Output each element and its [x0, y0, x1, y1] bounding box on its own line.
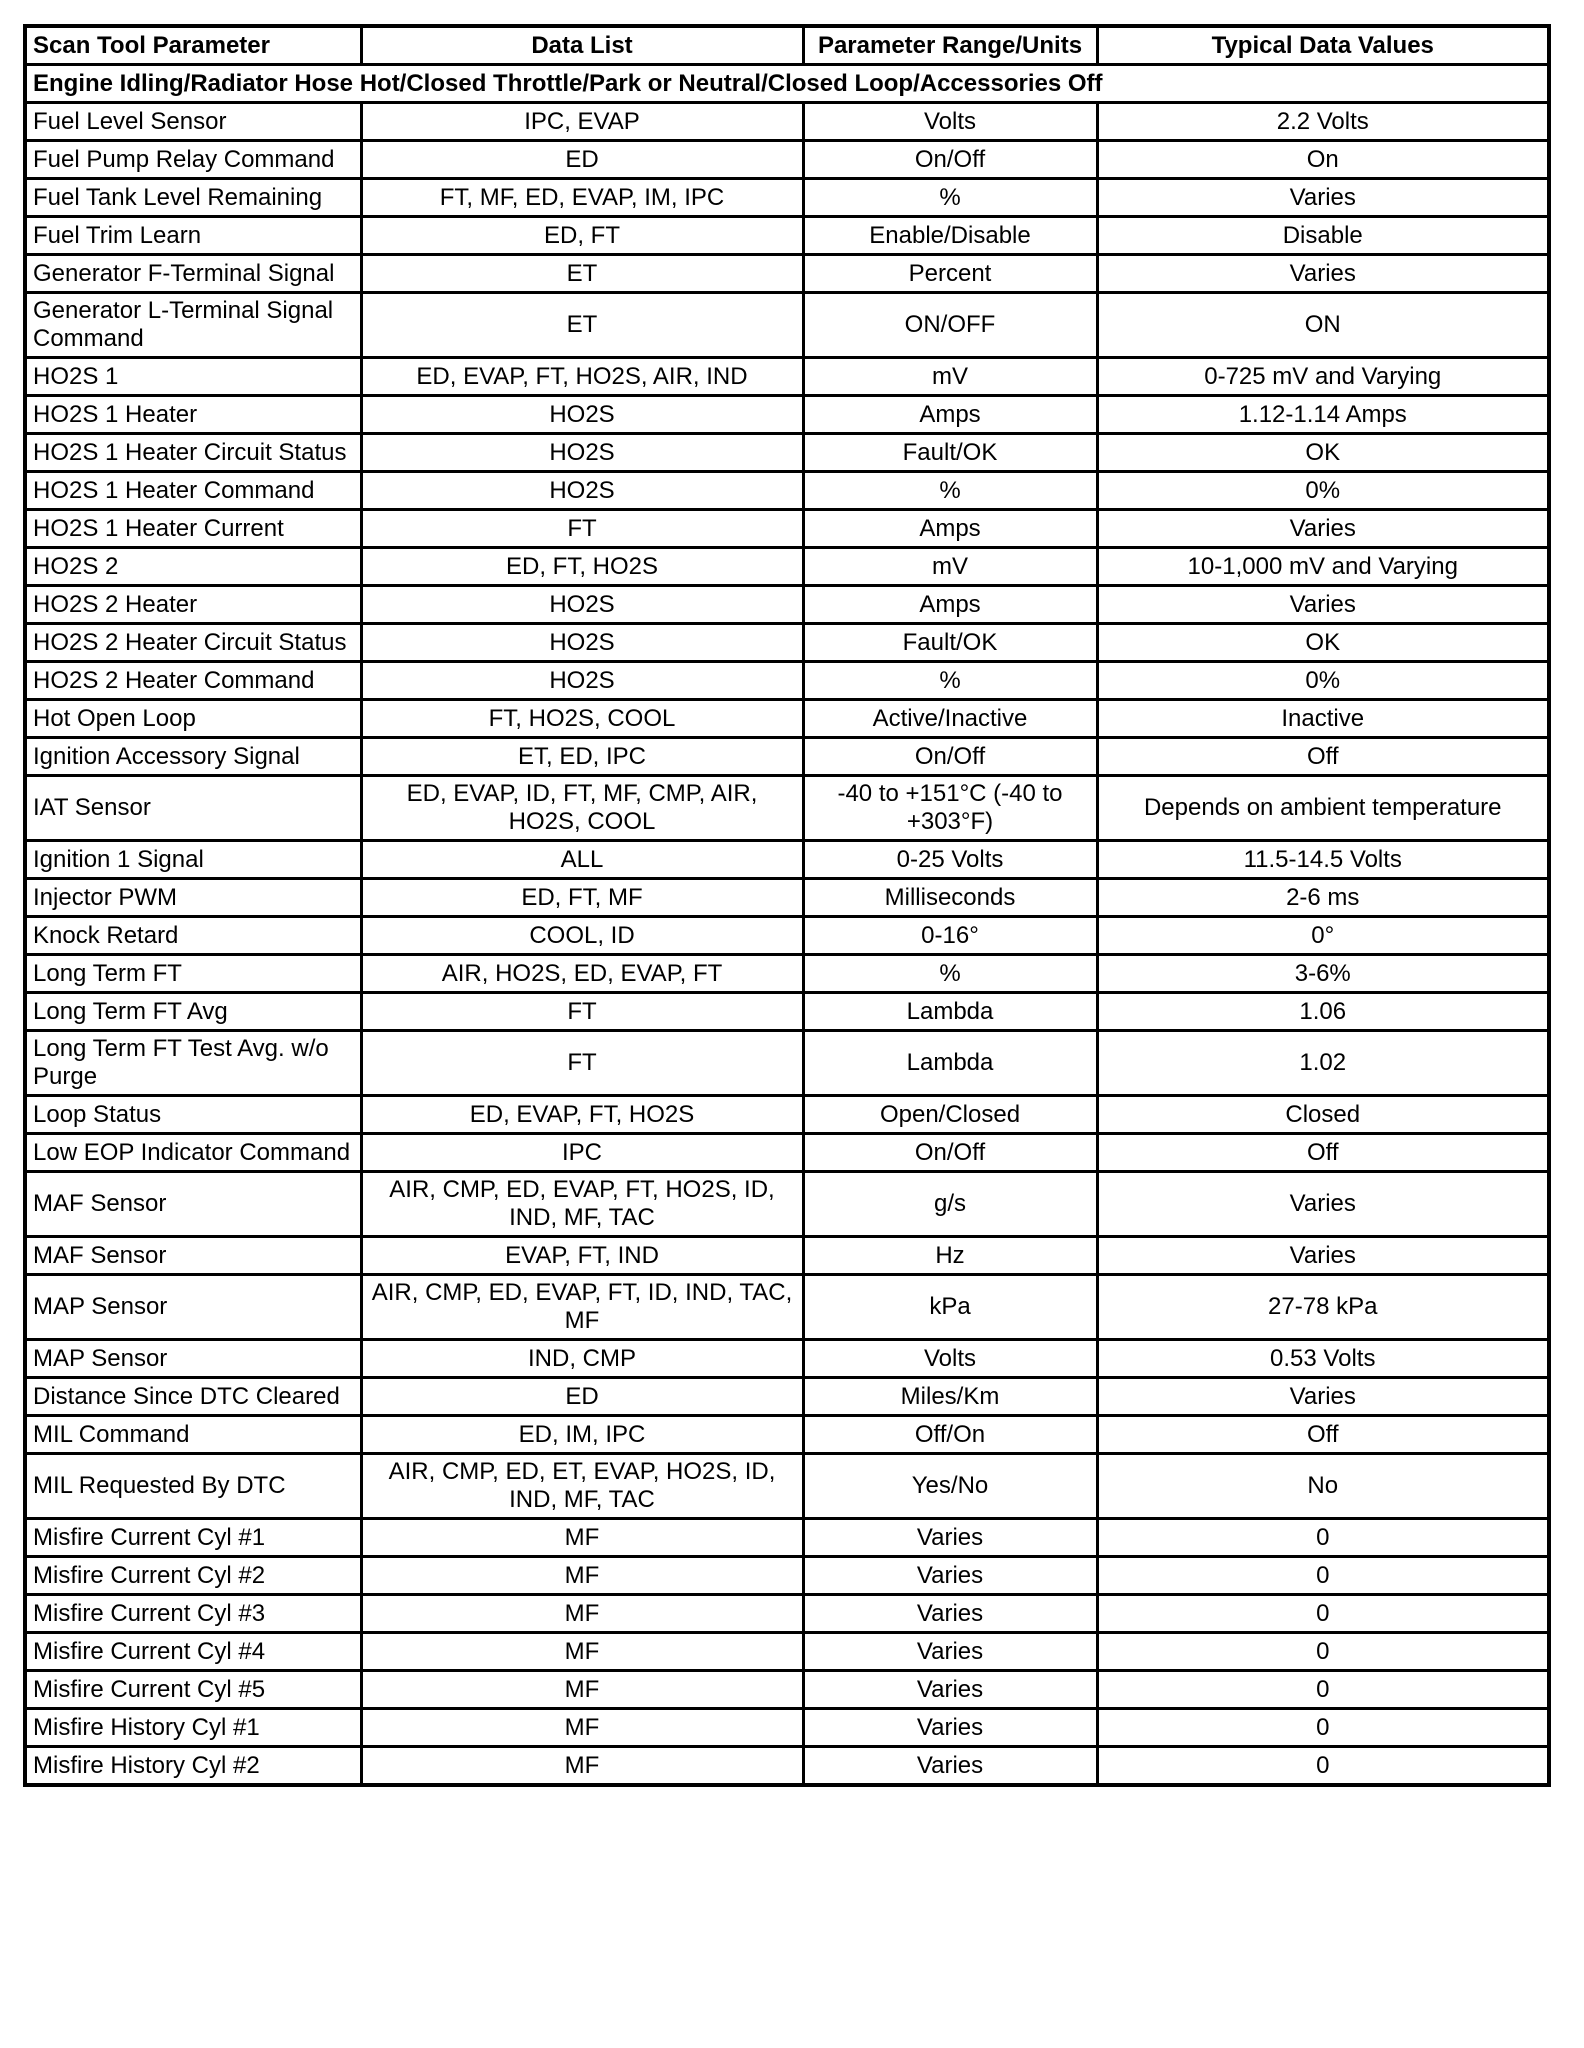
- parameter-cell: HO2S 1: [25, 358, 361, 396]
- typical-value-cell: 0: [1097, 1633, 1549, 1671]
- typical-value-cell: Inactive: [1097, 700, 1549, 738]
- typical-value-cell: Closed: [1097, 1096, 1549, 1134]
- table-row: [25, 841, 1549, 879]
- data-list-cell: HO2S: [361, 586, 803, 624]
- range-units-cell: Varies: [803, 1747, 1097, 1786]
- range-units-cell: Varies: [803, 1519, 1097, 1557]
- data-list-cell: FT: [361, 993, 803, 1031]
- typical-value-cell: 0%: [1097, 472, 1549, 510]
- parameter-cell: Long Term FT Avg: [25, 993, 361, 1031]
- table-row: [25, 293, 1549, 358]
- typical-value-cell: Off: [1097, 1416, 1549, 1454]
- table-row: [25, 1134, 1549, 1172]
- data-list-cell: ED, EVAP, FT, HO2S, AIR, IND: [361, 358, 803, 396]
- typical-value-cell: 0°: [1097, 917, 1549, 955]
- typical-value-cell: ON: [1097, 293, 1549, 358]
- data-list-cell: ALL: [361, 841, 803, 879]
- table-row: [25, 358, 1549, 396]
- range-units-cell: Enable/Disable: [803, 217, 1097, 255]
- table-row: [25, 1519, 1549, 1557]
- table-row: [25, 472, 1549, 510]
- parameter-cell: Ignition Accessory Signal: [25, 738, 361, 776]
- table-row: [25, 1378, 1549, 1416]
- header-typical-data-values: Typical Data Values: [1097, 26, 1549, 65]
- table-row: [25, 1096, 1549, 1134]
- data-list-cell: FT, MF, ED, EVAP, IM, IPC: [361, 179, 803, 217]
- range-units-cell: %: [803, 472, 1097, 510]
- data-list-cell: ED: [361, 141, 803, 179]
- typical-value-cell: Varies: [1097, 179, 1549, 217]
- typical-value-cell: 27-78 kPa: [1097, 1275, 1549, 1340]
- parameter-cell: Low EOP Indicator Command: [25, 1134, 361, 1172]
- table-row: [25, 1709, 1549, 1747]
- range-units-cell: Milliseconds: [803, 879, 1097, 917]
- range-units-cell: Fault/OK: [803, 624, 1097, 662]
- range-units-cell: On/Off: [803, 141, 1097, 179]
- table-row: [25, 624, 1549, 662]
- table-row: [25, 548, 1549, 586]
- parameter-cell: Misfire History Cyl #1: [25, 1709, 361, 1747]
- typical-value-cell: Varies: [1097, 510, 1549, 548]
- data-list-cell: FT, HO2S, COOL: [361, 700, 803, 738]
- parameter-cell: Injector PWM: [25, 879, 361, 917]
- table-row: [25, 217, 1549, 255]
- range-units-cell: Lambda: [803, 993, 1097, 1031]
- header-scan-tool-parameter: Scan Tool Parameter: [25, 26, 361, 65]
- range-units-cell: Volts: [803, 103, 1097, 141]
- range-units-cell: Miles/Km: [803, 1378, 1097, 1416]
- data-list-cell: AIR, CMP, ED, EVAP, FT, HO2S, ID, IND, MF, TAC: [361, 1172, 803, 1237]
- range-units-cell: -40 to +151°C (-40 to +303°F): [803, 776, 1097, 841]
- parameter-cell: Fuel Pump Relay Command: [25, 141, 361, 179]
- header-data-list: Data List: [361, 26, 803, 65]
- parameter-cell: Fuel Tank Level Remaining: [25, 179, 361, 217]
- parameter-cell: MIL Command: [25, 1416, 361, 1454]
- parameter-cell: Loop Status: [25, 1096, 361, 1134]
- range-units-cell: %: [803, 662, 1097, 700]
- data-list-cell: ET, ED, IPC: [361, 738, 803, 776]
- table-row: [25, 179, 1549, 217]
- range-units-cell: Varies: [803, 1557, 1097, 1595]
- range-units-cell: Hz: [803, 1237, 1097, 1275]
- range-units-cell: Percent: [803, 255, 1097, 293]
- table-row: [25, 662, 1549, 700]
- table-row: [25, 434, 1549, 472]
- typical-value-cell: 1.06: [1097, 993, 1549, 1031]
- typical-value-cell: Varies: [1097, 1237, 1549, 1275]
- table-row: [25, 1747, 1549, 1786]
- table-row: [25, 955, 1549, 993]
- data-list-cell: ED, FT: [361, 217, 803, 255]
- table-row: [25, 1275, 1549, 1340]
- parameter-cell: Misfire Current Cyl #1: [25, 1519, 361, 1557]
- table-row: [25, 776, 1549, 841]
- table-row: [25, 1595, 1549, 1633]
- range-units-cell: Amps: [803, 510, 1097, 548]
- table-row: [25, 510, 1549, 548]
- typical-value-cell: 0: [1097, 1557, 1549, 1595]
- typical-value-cell: On: [1097, 141, 1549, 179]
- parameter-cell: Knock Retard: [25, 917, 361, 955]
- parameter-cell: Long Term FT: [25, 955, 361, 993]
- table-row: [25, 255, 1549, 293]
- range-units-cell: g/s: [803, 1172, 1097, 1237]
- parameter-cell: HO2S 1 Heater: [25, 396, 361, 434]
- table-row: [25, 1416, 1549, 1454]
- typical-value-cell: Off: [1097, 1134, 1549, 1172]
- parameter-cell: HO2S 1 Heater Circuit Status: [25, 434, 361, 472]
- data-list-cell: ED, IM, IPC: [361, 1416, 803, 1454]
- table-row: [25, 1454, 1549, 1519]
- typical-value-cell: 0: [1097, 1671, 1549, 1709]
- range-units-cell: mV: [803, 358, 1097, 396]
- data-list-cell: MF: [361, 1595, 803, 1633]
- data-list-cell: HO2S: [361, 624, 803, 662]
- table-row: [25, 738, 1549, 776]
- data-list-cell: ED, FT, MF: [361, 879, 803, 917]
- parameter-cell: MAP Sensor: [25, 1340, 361, 1378]
- scan-tool-data-table: [23, 24, 1551, 1787]
- range-units-cell: Off/On: [803, 1416, 1097, 1454]
- typical-value-cell: Varies: [1097, 586, 1549, 624]
- table-row: [25, 1340, 1549, 1378]
- header-parameter-range-units: Parameter Range/Units: [803, 26, 1097, 65]
- range-units-cell: Varies: [803, 1671, 1097, 1709]
- table-row: [25, 993, 1549, 1031]
- typical-value-cell: 0: [1097, 1519, 1549, 1557]
- parameter-cell: Misfire Current Cyl #2: [25, 1557, 361, 1595]
- data-list-cell: HO2S: [361, 662, 803, 700]
- parameter-cell: MIL Requested By DTC: [25, 1454, 361, 1519]
- parameter-cell: Ignition 1 Signal: [25, 841, 361, 879]
- range-units-cell: On/Off: [803, 738, 1097, 776]
- parameter-cell: HO2S 1 Heater Current: [25, 510, 361, 548]
- data-list-cell: FT: [361, 510, 803, 548]
- parameter-cell: MAF Sensor: [25, 1237, 361, 1275]
- range-units-cell: kPa: [803, 1275, 1097, 1340]
- range-units-cell: Varies: [803, 1595, 1097, 1633]
- data-list-cell: ED: [361, 1378, 803, 1416]
- operating-condition: Engine Idling/Radiator Hose Hot/Closed Throttle/Park or Neutral/Closed Loop/Accessories Off: [25, 65, 1549, 103]
- range-units-cell: 0-25 Volts: [803, 841, 1097, 879]
- data-list-cell: COOL, ID: [361, 917, 803, 955]
- typical-value-cell: Varies: [1097, 255, 1549, 293]
- parameter-cell: HO2S 2 Heater Circuit Status: [25, 624, 361, 662]
- typical-value-cell: Varies: [1097, 1172, 1549, 1237]
- parameter-cell: Long Term FT Test Avg. w/o Purge: [25, 1031, 361, 1096]
- data-list-cell: MF: [361, 1519, 803, 1557]
- table-row: [25, 1172, 1549, 1237]
- range-units-cell: Open/Closed: [803, 1096, 1097, 1134]
- parameter-cell: MAP Sensor: [25, 1275, 361, 1340]
- table-row: [25, 141, 1549, 179]
- data-list-cell: MF: [361, 1747, 803, 1786]
- typical-value-cell: 10-1,000 mV and Varying: [1097, 548, 1549, 586]
- table-body: [25, 65, 1549, 1786]
- data-list-cell: AIR, CMP, ED, ET, EVAP, HO2S, ID, IND, MF, TAC: [361, 1454, 803, 1519]
- range-units-cell: Fault/OK: [803, 434, 1097, 472]
- parameter-cell: Fuel Level Sensor: [25, 103, 361, 141]
- typical-value-cell: 1.02: [1097, 1031, 1549, 1096]
- range-units-cell: %: [803, 179, 1097, 217]
- range-units-cell: 0-16°: [803, 917, 1097, 955]
- table-row: [25, 396, 1549, 434]
- table-row: [25, 700, 1549, 738]
- table-row: [25, 879, 1549, 917]
- typical-value-cell: 2.2 Volts: [1097, 103, 1549, 141]
- data-list-cell: IPC: [361, 1134, 803, 1172]
- parameter-cell: Misfire Current Cyl #3: [25, 1595, 361, 1633]
- typical-value-cell: 0-725 mV and Varying: [1097, 358, 1549, 396]
- table-row: [25, 103, 1549, 141]
- typical-value-cell: 0%: [1097, 662, 1549, 700]
- data-list-cell: MF: [361, 1709, 803, 1747]
- typical-value-cell: No: [1097, 1454, 1549, 1519]
- parameter-cell: HO2S 2 Heater Command: [25, 662, 361, 700]
- typical-value-cell: 2-6 ms: [1097, 879, 1549, 917]
- data-list-cell: ET: [361, 293, 803, 358]
- typical-value-cell: OK: [1097, 434, 1549, 472]
- parameter-cell: HO2S 2 Heater: [25, 586, 361, 624]
- table-row: [25, 1557, 1549, 1595]
- typical-value-cell: Varies: [1097, 1378, 1549, 1416]
- parameter-cell: HO2S 1 Heater Command: [25, 472, 361, 510]
- typical-value-cell: 1.12-1.14 Amps: [1097, 396, 1549, 434]
- data-list-cell: MF: [361, 1557, 803, 1595]
- range-units-cell: Volts: [803, 1340, 1097, 1378]
- table-row: [25, 1237, 1549, 1275]
- data-list-cell: HO2S: [361, 434, 803, 472]
- range-units-cell: ON/OFF: [803, 293, 1097, 358]
- parameter-cell: Misfire Current Cyl #5: [25, 1671, 361, 1709]
- header-row: [25, 26, 1549, 65]
- data-list-cell: IPC, EVAP: [361, 103, 803, 141]
- table-row: [25, 917, 1549, 955]
- range-units-cell: Yes/No: [803, 1454, 1097, 1519]
- data-list-cell: HO2S: [361, 472, 803, 510]
- data-list-cell: HO2S: [361, 396, 803, 434]
- data-list-cell: EVAP, FT, IND: [361, 1237, 803, 1275]
- typical-value-cell: Disable: [1097, 217, 1549, 255]
- parameter-cell: Distance Since DTC Cleared: [25, 1378, 361, 1416]
- parameter-cell: Generator L-Terminal Signal Command: [25, 293, 361, 358]
- parameter-cell: HO2S 2: [25, 548, 361, 586]
- data-list-cell: ED, FT, HO2S: [361, 548, 803, 586]
- typical-value-cell: Off: [1097, 738, 1549, 776]
- typical-value-cell: 11.5-14.5 Volts: [1097, 841, 1549, 879]
- data-list-cell: IND, CMP: [361, 1340, 803, 1378]
- data-list-cell: MF: [361, 1633, 803, 1671]
- data-list-cell: AIR, HO2S, ED, EVAP, FT: [361, 955, 803, 993]
- typical-value-cell: Depends on ambient temperature: [1097, 776, 1549, 841]
- typical-value-cell: 0: [1097, 1709, 1549, 1747]
- data-list-cell: FT: [361, 1031, 803, 1096]
- parameter-cell: Fuel Trim Learn: [25, 217, 361, 255]
- typical-value-cell: 0.53 Volts: [1097, 1340, 1549, 1378]
- table-row: [25, 1031, 1549, 1096]
- range-units-cell: Varies: [803, 1709, 1097, 1747]
- range-units-cell: mV: [803, 548, 1097, 586]
- typical-value-cell: OK: [1097, 624, 1549, 662]
- data-list-cell: ED, EVAP, FT, HO2S: [361, 1096, 803, 1134]
- parameter-cell: Generator F-Terminal Signal: [25, 255, 361, 293]
- typical-value-cell: 0: [1097, 1747, 1549, 1786]
- range-units-cell: Amps: [803, 396, 1097, 434]
- range-units-cell: Lambda: [803, 1031, 1097, 1096]
- range-units-cell: Active/Inactive: [803, 700, 1097, 738]
- parameter-cell: Misfire History Cyl #2: [25, 1747, 361, 1786]
- parameter-cell: Misfire Current Cyl #4: [25, 1633, 361, 1671]
- table-row: [25, 1633, 1549, 1671]
- data-list-cell: MF: [361, 1671, 803, 1709]
- operating-condition-row: [25, 65, 1549, 103]
- range-units-cell: Varies: [803, 1633, 1097, 1671]
- parameter-cell: IAT Sensor: [25, 776, 361, 841]
- range-units-cell: %: [803, 955, 1097, 993]
- parameter-cell: MAF Sensor: [25, 1172, 361, 1237]
- table-row: [25, 586, 1549, 624]
- data-list-cell: ET: [361, 255, 803, 293]
- parameter-cell: Hot Open Loop: [25, 700, 361, 738]
- typical-value-cell: 0: [1097, 1595, 1549, 1633]
- range-units-cell: On/Off: [803, 1134, 1097, 1172]
- typical-value-cell: 3-6%: [1097, 955, 1549, 993]
- data-list-cell: ED, EVAP, ID, FT, MF, CMP, AIR, HO2S, COOL: [361, 776, 803, 841]
- table-row: [25, 1671, 1549, 1709]
- range-units-cell: Amps: [803, 586, 1097, 624]
- data-list-cell: AIR, CMP, ED, EVAP, FT, ID, IND, TAC, MF: [361, 1275, 803, 1340]
